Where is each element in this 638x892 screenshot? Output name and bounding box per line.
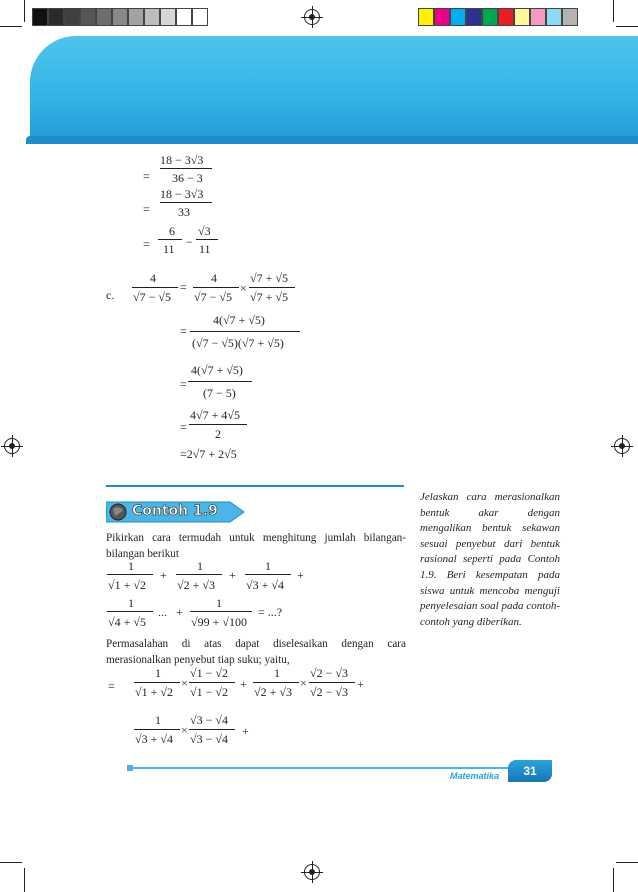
- crop-mark-icon: [613, 0, 614, 22]
- equals-sign: =: [180, 420, 187, 434]
- fraction-numerator: √7 + √5: [250, 271, 288, 285]
- footer-subject: Matematika: [450, 771, 500, 781]
- item-label-c: c.: [106, 288, 115, 302]
- fraction-denominator: √3 + √4: [246, 578, 284, 592]
- fraction-denominator: 2: [215, 427, 221, 441]
- fraction-numerator: 1: [155, 666, 161, 680]
- fraction-numerator: 1: [265, 559, 271, 573]
- plus-sign: +: [160, 568, 167, 582]
- fraction-numerator: 6: [169, 224, 175, 238]
- fraction-denominator: √1 + √2: [135, 685, 173, 699]
- fraction-denominator: 11: [199, 242, 211, 256]
- gray-swatch: [64, 8, 80, 26]
- fraction-bar: [309, 682, 355, 683]
- color-swatch: [498, 8, 514, 26]
- series-result: = ...?: [258, 605, 283, 619]
- fraction-numerator: 1: [197, 559, 203, 573]
- ellipsis: ...: [158, 605, 167, 619]
- footer-rule: [130, 767, 550, 769]
- fraction-bar: [189, 729, 235, 730]
- fraction-denominator: √99 + √100: [191, 615, 247, 629]
- fraction-numerator: 1: [216, 596, 222, 610]
- gray-swatch: [144, 8, 160, 26]
- fraction-denominator: √2 + √3: [254, 685, 292, 699]
- fraction-denominator: 11: [163, 242, 175, 256]
- fraction-denominator: √7 − √5: [133, 290, 171, 304]
- fraction-bar: [189, 682, 235, 683]
- equals-sign: =: [180, 324, 187, 338]
- fraction-numerator: 1: [128, 559, 134, 573]
- fraction-bar: [107, 574, 153, 575]
- plus-sign: +: [240, 677, 247, 691]
- crop-mark-icon: [24, 868, 25, 892]
- gray-swatch: [32, 8, 48, 26]
- fraction-denominator: √1 + √2: [108, 578, 146, 592]
- fraction-bar: [193, 287, 239, 288]
- crop-mark-icon: [0, 26, 22, 27]
- gray-swatch: [80, 8, 96, 26]
- times-sign: ×: [181, 676, 188, 690]
- equals-sign: =: [180, 377, 187, 391]
- fraction-numerator: 4(√7 + √5): [191, 363, 243, 377]
- grayscale-calibration-strip: [32, 8, 208, 26]
- fraction-bar: [190, 331, 300, 332]
- fraction-denominator: √2 + √3: [177, 578, 215, 592]
- crop-mark-icon: [0, 862, 22, 863]
- fraction-denominator: 36 − 3: [172, 171, 203, 185]
- result-expression: =2√7 + 2√5: [180, 447, 237, 461]
- registration-mark-icon: [614, 438, 630, 454]
- color-swatch: [466, 8, 482, 26]
- fraction-denominator: (√7 − √5)(√7 + √5): [192, 336, 284, 350]
- fraction-denominator: √3 + √4: [135, 732, 173, 746]
- fraction-numerator: 18 − 3√3: [160, 153, 204, 167]
- equals-sign: =: [143, 202, 150, 216]
- fraction-bar: [188, 381, 252, 382]
- example-title: Contoh 1.9: [132, 503, 218, 519]
- gray-swatch: [176, 8, 192, 26]
- color-swatch: [530, 8, 546, 26]
- fraction-numerator: 1: [128, 596, 134, 610]
- crop-mark-icon: [616, 26, 638, 27]
- fraction-bar: [196, 239, 218, 240]
- header-banner: [30, 36, 638, 140]
- color-swatch: [418, 8, 434, 26]
- fraction-numerator: 1: [274, 666, 280, 680]
- example-paragraph: Permasalahan di atas dapat diselesaikan dengan cara merasionalkan penyebut tiap suku; yaitu,: [106, 638, 406, 666]
- fraction-numerator: 4: [211, 271, 217, 285]
- gray-swatch: [160, 8, 176, 26]
- fraction-denominator: √2 − √3: [310, 685, 348, 699]
- times-sign: ×: [181, 723, 188, 737]
- fraction-bar: [249, 287, 295, 288]
- fraction-denominator: √7 + √5: [250, 290, 288, 304]
- plus-sign: +: [357, 677, 364, 691]
- plus-sign: +: [242, 724, 249, 738]
- gray-swatch: [48, 8, 64, 26]
- color-swatch: [514, 8, 530, 26]
- fraction-bar: [190, 611, 252, 612]
- fraction-bar: [160, 168, 212, 169]
- header-banner-band: [26, 136, 638, 144]
- fraction-numerator: √3: [198, 224, 211, 238]
- fraction-numerator: 4√7 + 4√5: [190, 408, 240, 422]
- fraction-denominator: 33: [178, 205, 190, 219]
- fraction-bar: [189, 424, 247, 425]
- fraction-bar: [134, 682, 180, 683]
- fraction-numerator: 18 − 3√3: [160, 187, 204, 201]
- gray-swatch: [192, 8, 208, 26]
- page-number: 31: [508, 760, 552, 782]
- fraction-denominator: √1 − √2: [190, 685, 228, 699]
- teacher-note: Jelaskan cara merasionalkan bentuk akar dengan mengalikan bentuk sekawan sesuai penyebut dari bentuk rasional seperti pada Contoh 1.9. Beri kesempatan pada siswa untuk mencoba menguji penyelesaian soal pada contoh-contoh yang diberikan.: [420, 491, 560, 628]
- equals-sign: =: [108, 679, 115, 693]
- minus-sign: −: [186, 235, 193, 249]
- fraction-numerator: √3 − √4: [190, 713, 228, 727]
- registration-mark-icon: [4, 438, 20, 454]
- gray-swatch: [112, 8, 128, 26]
- example-paragraph: Pikirkan cara termudah untuk menghitung jumlah bilangan-bilangan berikut: [106, 532, 406, 560]
- times-sign: ×: [300, 676, 307, 690]
- plus-sign: +: [176, 605, 183, 619]
- registration-mark-icon: [304, 9, 320, 25]
- equals-sign: =: [180, 280, 187, 294]
- plus-sign: +: [229, 568, 236, 582]
- fraction-denominator: √3 − √4: [190, 732, 228, 746]
- crop-mark-icon: [616, 862, 638, 863]
- fraction-bar: [107, 611, 153, 612]
- crop-mark-icon: [24, 0, 25, 22]
- color-swatch: [434, 8, 450, 26]
- fraction-bar: [253, 682, 299, 683]
- fraction-bar: [158, 239, 182, 240]
- registration-mark-icon: [304, 864, 320, 880]
- gray-swatch: [128, 8, 144, 26]
- times-sign: ×: [240, 281, 247, 295]
- example-heading: [106, 500, 246, 524]
- fraction-bar: [134, 729, 180, 730]
- fraction-numerator: 4(√7 + √5): [213, 313, 265, 327]
- fraction-denominator: (7 − 5): [203, 386, 236, 400]
- color-swatch: [450, 8, 466, 26]
- fraction-numerator: 1: [155, 713, 161, 727]
- equals-sign: =: [143, 169, 150, 183]
- fraction-bar: [176, 574, 222, 575]
- color-swatch: [482, 8, 498, 26]
- example-divider: [106, 485, 404, 487]
- fraction-denominator: √4 + √5: [108, 615, 146, 629]
- plus-sign: +: [297, 568, 304, 582]
- fraction-bar: [160, 202, 212, 203]
- color-calibration-strip: [418, 8, 578, 26]
- fraction-bar: [245, 574, 291, 575]
- equals-sign: =: [143, 237, 150, 251]
- fraction-numerator: 4: [150, 271, 156, 285]
- fraction-denominator: √7 − √5: [194, 290, 232, 304]
- color-swatch: [562, 8, 578, 26]
- fraction-numerator: √1 − √2: [190, 666, 228, 680]
- gray-swatch: [96, 8, 112, 26]
- fraction-bar: [132, 287, 178, 288]
- color-swatch: [546, 8, 562, 26]
- fraction-numerator: √2 − √3: [310, 666, 348, 680]
- crop-mark-icon: [613, 868, 614, 892]
